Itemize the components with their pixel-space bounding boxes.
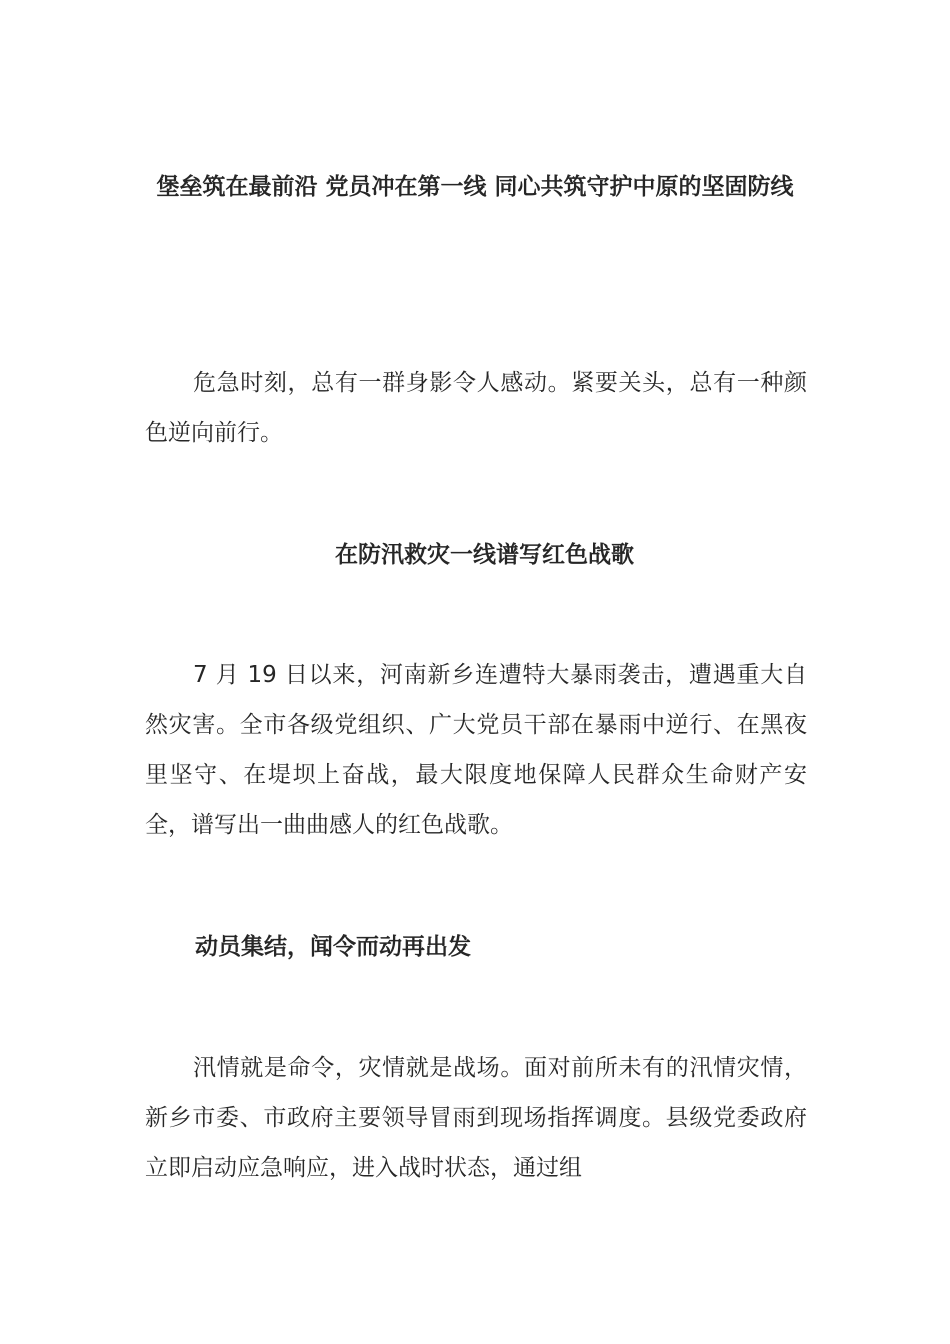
intro-paragraph: 危急时刻，总有一群身影令人感动。紧要关头，总有一种颜色逆向前行。 — [145, 370, 807, 446]
body-paragraph-1: 7 月 19 日以来，河南新乡连遭特大暴雨袭击，遭遇重大自然灾害。全市各级党组织、广大党员干部在暴雨中逆行、在黑夜里坚守、在堤坝上奋战，最大限度地保障人民群众生命财产安全，谱写出一曲曲感人的红色战歌。 — [145, 662, 807, 838]
subheading: 动员集结，闻令而动再出发 — [195, 934, 471, 960]
document-title: 堡垒筑在最前沿 党员冲在第一线 同心共筑守护中原的坚固防线 — [156, 174, 794, 200]
section-heading: 在防汛救灾一线谱写红色战歌 — [335, 542, 634, 568]
body-paragraph-2: 汛情就是命令，灾情就是战场。面对前所未有的汛情灾情，新乡市委、市政府主要领导冒雨到现场指挥调度。县级党委政府立即启动应急响应，进入战时状态，通过组 — [145, 1055, 807, 1181]
